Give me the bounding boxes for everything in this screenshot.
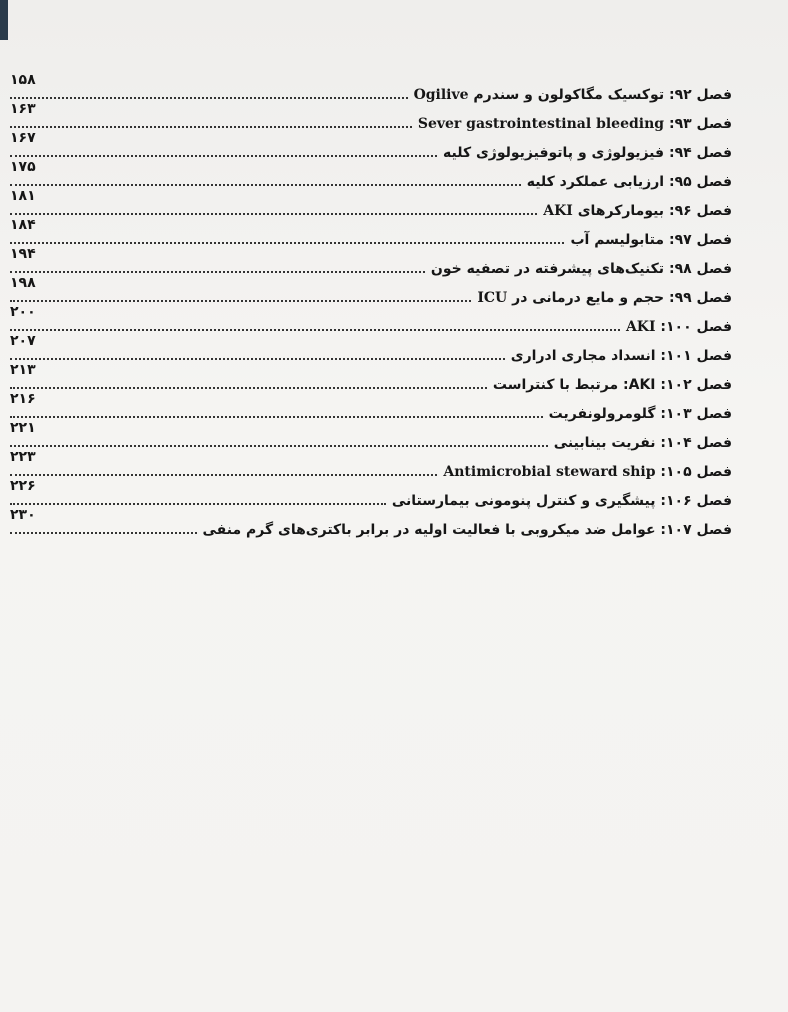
toc-leader-dots [10, 97, 408, 99]
toc-leader-dots [10, 213, 537, 215]
toc-entry-title: فصل ۹۶: بیومارکرهای AKI [543, 203, 732, 219]
toc-leader-dots [10, 126, 412, 128]
toc-leader-dots [10, 416, 543, 418]
toc-entry-title: فصل ۱۰۷: عوامل ضد میکروبی با فعالیت اولیه در برابر باکتری‌های گرم منفی [202, 522, 732, 538]
toc-page-number: ۲۱۳ [10, 362, 36, 378]
toc-leader-dots [10, 155, 437, 157]
toc-entry [10, 246, 732, 279]
toc-entry [10, 130, 732, 163]
toc-entry-title: فصل ۹۲: توکسیک مگاکولون و سندرم Ogilive [413, 87, 732, 103]
toc-leader-dots [10, 445, 548, 447]
toc-entry-title: فصل ۹۸: تکنیک‌های پیشرفته در تصفیه خون [430, 261, 732, 277]
toc-entry-title: فصل ۹۷: متابولیسم آب [570, 232, 732, 248]
toc-page-number: ۲۰۷ [10, 333, 36, 349]
toc-entry [10, 159, 732, 192]
toc-page-number: ۲۲۳ [10, 449, 36, 465]
toc-entry-title: فصل ۹۹: حجم و مایع درمانی در ICU [477, 290, 732, 306]
toc-leader-dots [10, 184, 521, 186]
toc-leader-dots [10, 474, 437, 476]
table-of-contents [10, 72, 732, 540]
toc-entry [10, 304, 732, 337]
toc-page-number: ۱۸۴ [10, 217, 36, 233]
toc-leader-dots [10, 358, 505, 360]
toc-entry [10, 362, 732, 395]
toc-entry [10, 478, 732, 511]
toc-entry [10, 420, 732, 453]
toc-page-number: ۲۱۶ [10, 391, 36, 407]
toc-entry-title: فصل ۹۵: ارزیابی عملکرد کلیه [526, 174, 732, 190]
toc-page-number: ۱۶۳ [10, 101, 36, 117]
toc-entry-title: فصل ۱۰۵: Antimicrobial steward ship [443, 464, 732, 480]
toc-entry [10, 72, 732, 105]
toc-page-number: ۲۰۰ [10, 304, 36, 320]
toc-entry-title: فصل ۹۴: فیزیولوژی و پاتوفیزیولوژی کلیه [443, 145, 732, 161]
toc-leader-dots [10, 532, 197, 534]
toc-leader-dots [10, 387, 487, 389]
toc-entry [10, 507, 732, 540]
toc-leader-dots [10, 242, 564, 244]
page-corner-shadow [0, 0, 8, 40]
toc-entry [10, 449, 732, 482]
toc-entry [10, 188, 732, 221]
toc-page-number: ۱۵۸ [10, 72, 36, 88]
toc-entry-title: فصل ۱۰۳: گلومرولونفریت [548, 406, 732, 422]
toc-page-number: ۱۷۵ [10, 159, 36, 175]
toc-page-number: ۱۹۸ [10, 275, 36, 291]
toc-page-number: ۱۹۴ [10, 246, 36, 262]
toc-page-number: ۱۶۷ [10, 130, 36, 146]
toc-entry-title: فصل ۱۰۱: انسداد مجاری ادراری [510, 348, 732, 364]
toc-page-number: ۲۳۰ [10, 507, 36, 523]
toc-entry [10, 217, 732, 250]
toc-entry [10, 275, 732, 308]
toc-page-number: ۱۸۱ [10, 188, 36, 204]
toc-page-number: ۲۲۱ [10, 420, 36, 436]
toc-entry-title: فصل ۱۰۰: AKI [625, 319, 732, 335]
toc-leader-dots [10, 300, 471, 302]
toc-entry [10, 391, 732, 424]
toc-leader-dots [10, 329, 620, 331]
toc-entry-title: فصل ۱۰۶: پیشگیری و کنترل پنومونی بیمارستانی [391, 493, 732, 509]
toc-entry-title: فصل ۱۰۴: نفریت بینابینی [553, 435, 732, 451]
toc-leader-dots [10, 271, 425, 273]
toc-entry-title: فصل ۹۳: Sever gastrointestinal bleeding [417, 116, 732, 132]
toc-page-number: ۲۲۶ [10, 478, 36, 494]
toc-leader-dots [10, 503, 386, 505]
toc-entry-title: فصل ۱۰۲: AKI: مرتبط با کنتراست [492, 377, 732, 393]
toc-entry [10, 101, 732, 134]
toc-entry [10, 333, 732, 366]
